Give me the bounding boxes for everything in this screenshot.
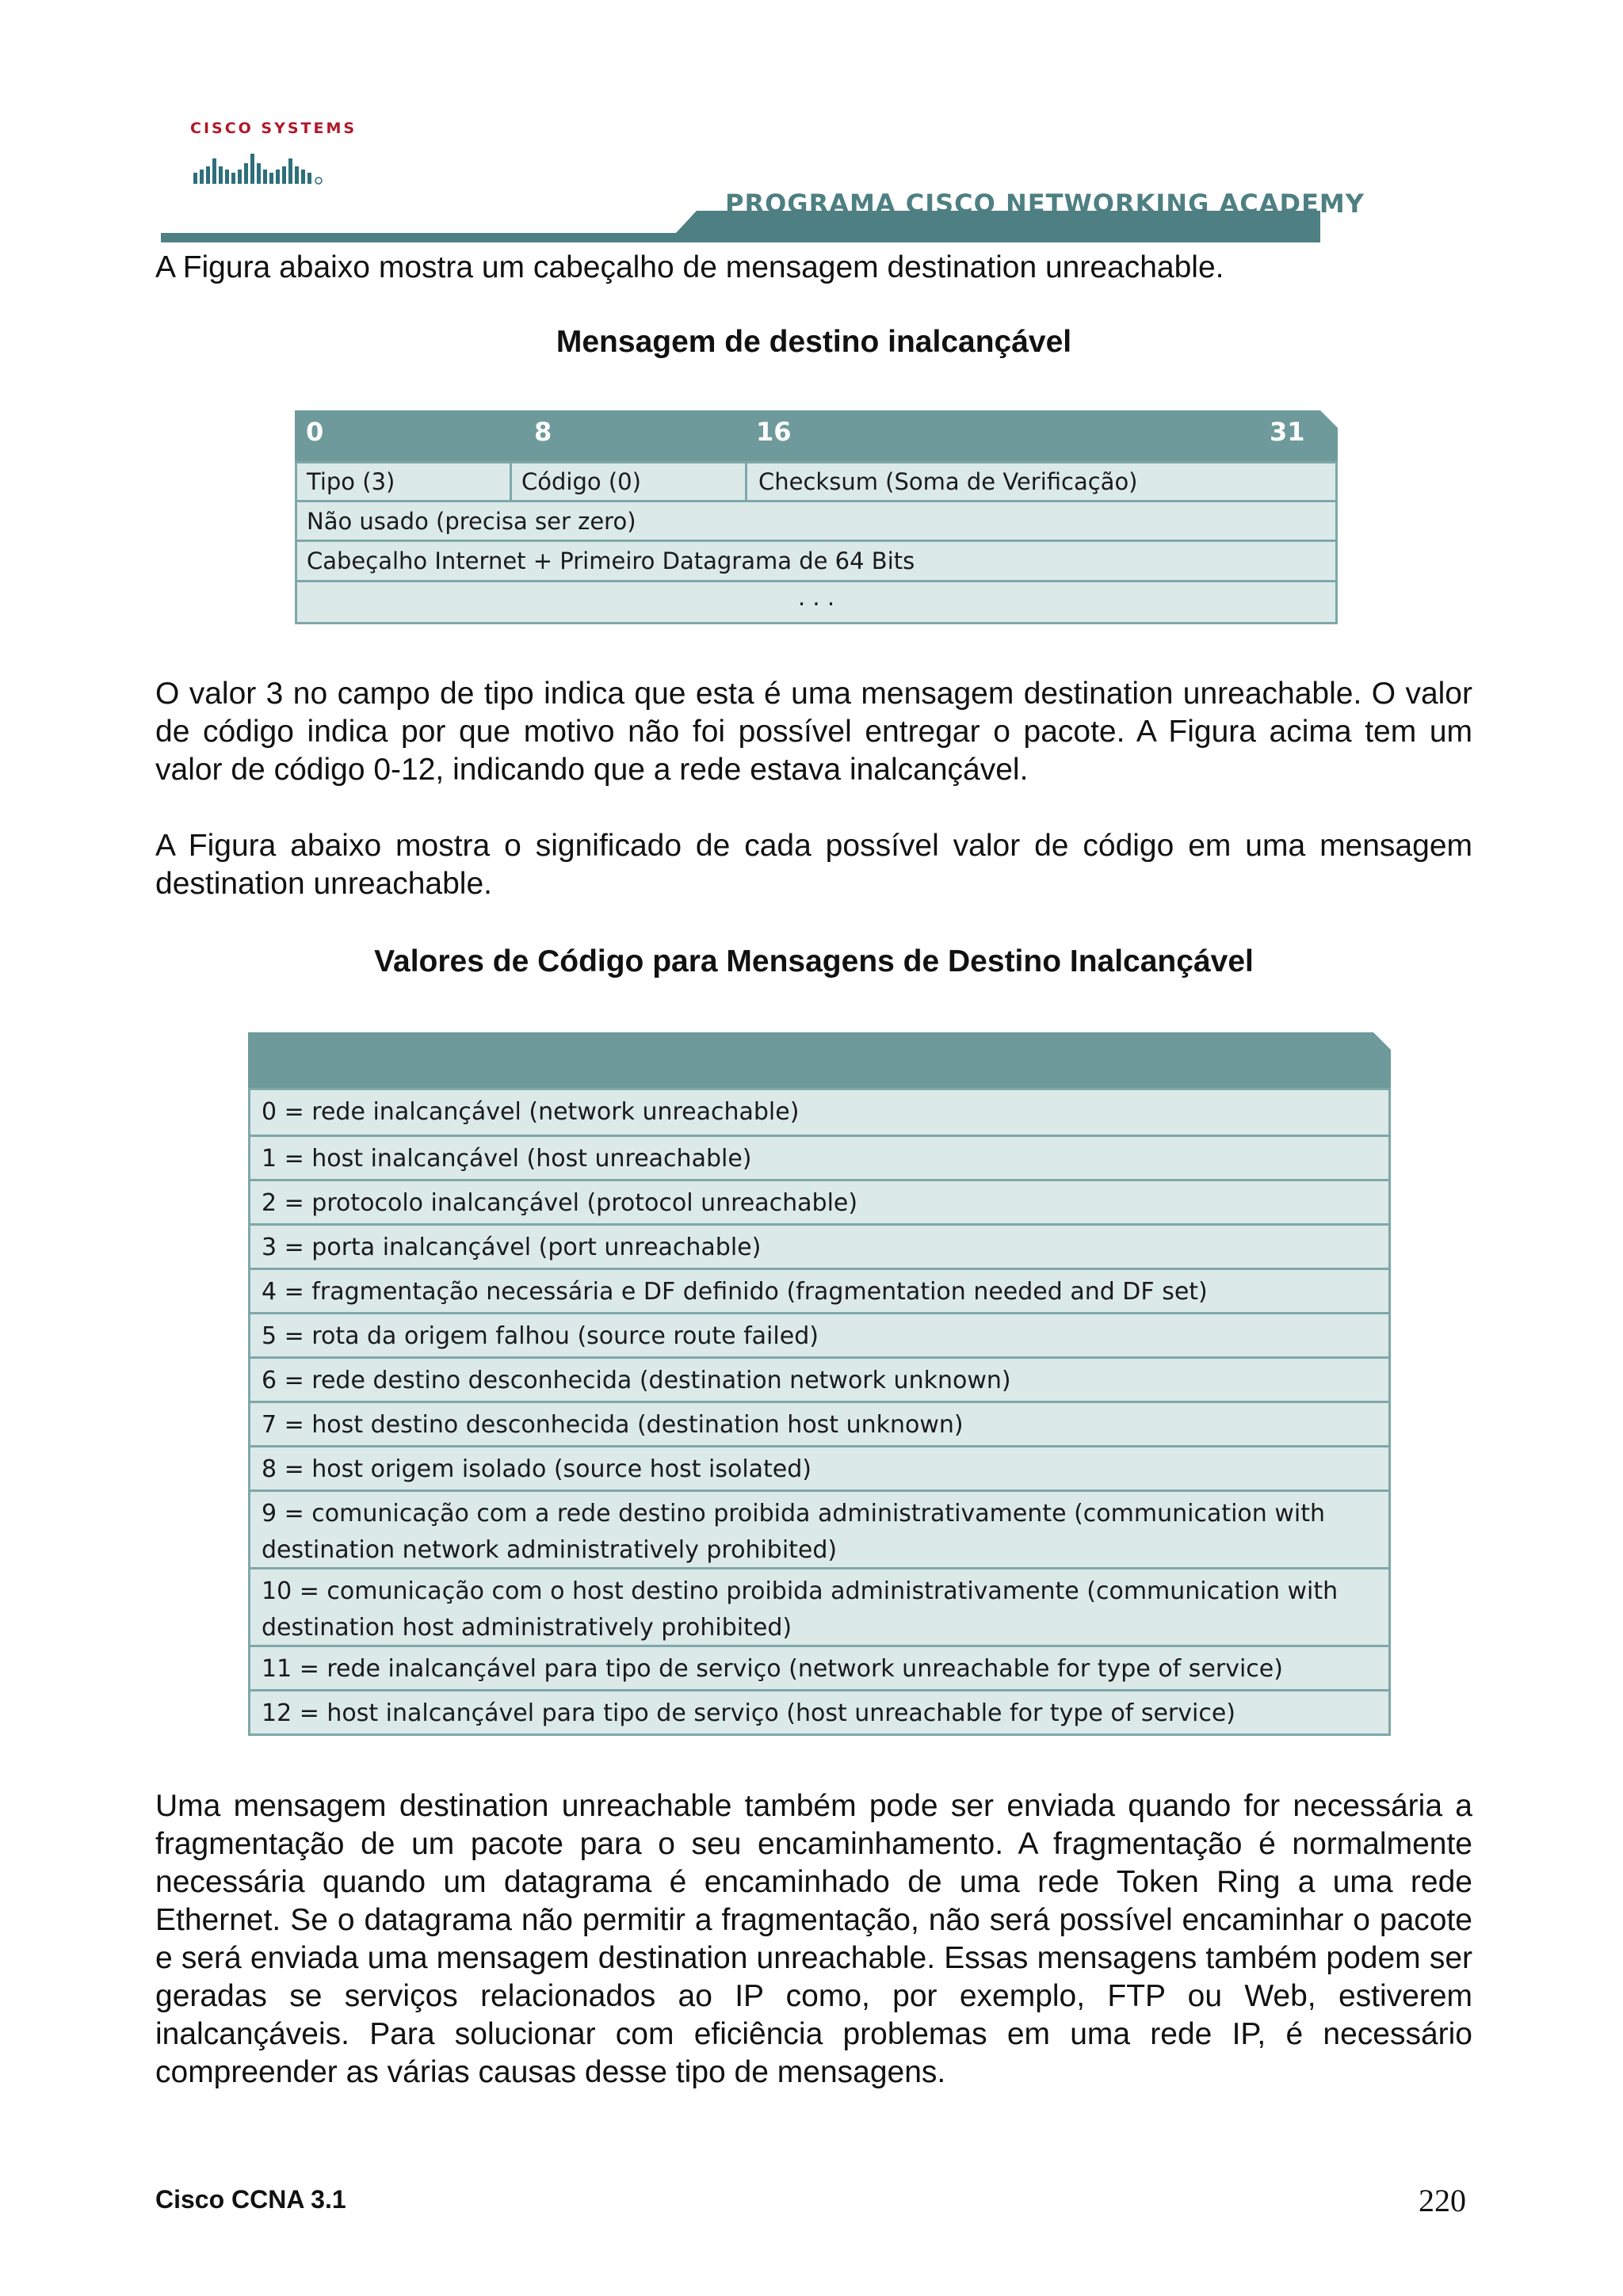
table-row: 7 = host destino desconhecida (destination host unknown): [250, 1401, 1388, 1445]
icmp-header-diagram: [295, 410, 1338, 624]
table-row: 0 = rede inalcançável (network unreachable): [262, 1098, 800, 1126]
bit-8: 8: [534, 417, 552, 447]
figure2-title: Valores de Código para Mensagens de Destino Inalcançável: [374, 944, 1254, 978]
footer-course: Cisco CCNA 3.1: [155, 2185, 346, 2214]
field-cabecalho: Cabeçalho Internet + Primeiro Datagrama de 64 Bits: [307, 547, 915, 574]
paragraph-4: Uma mensagem destination unreachable também pode ser enviada quando for necessária a fragmentação de um pacote para o seu encaminhamento. A fragmentação é normalmente necessária quando um datagrama é encaminhado de uma rede Token Ring a uma rede Ethernet. Se o datagrama não permitir a fragmentação, não será possível encaminhar o pacote e será enviada uma mensagem destination unreachable. Essas mensagens também podem ser geradas se serviços relacionados ao IP como, por exemplo, FTP ou Web, estiverem inalcançáveis. Para solucionar com eficiência problemas em uma rede IP, é necessário compreender as várias causas desse tipo de mensagens.: [155, 1789, 1472, 2089]
table-body: [248, 1088, 1391, 1736]
bit-16: 16: [756, 417, 792, 447]
table-row: 1 = host inalcançável (host unreachable): [250, 1135, 1388, 1179]
col-divider: [510, 463, 512, 500]
table-row: 6 = rede destino desconhecida (destination network unknown): [250, 1356, 1388, 1401]
table-row: 8 = host origem isolado (source host isolated): [250, 1445, 1388, 1489]
page-number: 220: [1419, 2183, 1466, 2218]
field-tipo: Tipo (3): [307, 468, 395, 495]
table-row: 9 = comunicação com a rede destino proibida administrativamente (communication with destination network administratively prohibited): [250, 1489, 1388, 1567]
cisco-logo-text: CISCO SYSTEMS: [190, 120, 357, 137]
paragraph-2: O valor 3 no campo de tipo indica que esta é uma mensagem destination unreachable. O valor de código indica por que motivo não foi possível entregar o pacote. A Figura acima tem um valor de código 0-12, indicando que a rede estava inalcançável.: [155, 677, 1472, 787]
bit-0: 0: [306, 417, 324, 447]
field-ellipsis: . . .: [797, 584, 835, 611]
paragraph-3: A Figura abaixo mostra o significado de cada possível valor de código em uma mensagem destination unreachable.: [155, 829, 1472, 901]
bit-31: 31: [1270, 417, 1305, 447]
table-row: 12 = host inalcançável para tipo de serviço (host unreachable for type of service): [250, 1689, 1388, 1733]
academy-title: PROGRAMA CISCO NETWORKING ACADEMY: [725, 189, 1365, 219]
table-notch: [1373, 1032, 1391, 1050]
header-notch: [1320, 410, 1338, 428]
row-divider: [297, 540, 1335, 542]
table-row: 4 = fragmentação necessária e DF definido (fragmentation needed and DF set): [250, 1268, 1388, 1312]
table-row: 3 = porta inalcançável (port unreachable): [250, 1223, 1388, 1268]
table-row: 2 = protocolo inalcançável (protocol unreachable): [250, 1179, 1388, 1223]
cisco-logo-icon: [190, 143, 325, 187]
code-values-table: [248, 1032, 1391, 1741]
bit-header: [295, 410, 1338, 461]
field-checksum: Checksum (Soma de Verificação): [758, 468, 1138, 495]
row-divider: [297, 580, 1335, 582]
row-divider: [297, 500, 1335, 502]
table-row: 11 = rede inalcançável para tipo de serviço (network unreachable for type of service): [250, 1645, 1388, 1689]
intro-text: A Figura abaixo mostra um cabeçalho de mensagem destination unreachable.: [155, 250, 1224, 284]
table-header: [248, 1032, 1391, 1088]
table-row: 5 = rota da origem falhou (source route failed): [250, 1312, 1388, 1356]
figure1-title: Mensagem de destino inalcançável: [556, 325, 1072, 359]
field-codigo: Código (0): [521, 468, 641, 495]
col-divider: [745, 463, 747, 500]
header-fields: [295, 461, 1338, 624]
field-nao-usado: Não usado (precisa ser zero): [307, 508, 636, 535]
table-row: 10 = comunicação com o host destino proibida administrativamente (communication with destination host administratively prohibited): [250, 1567, 1388, 1645]
